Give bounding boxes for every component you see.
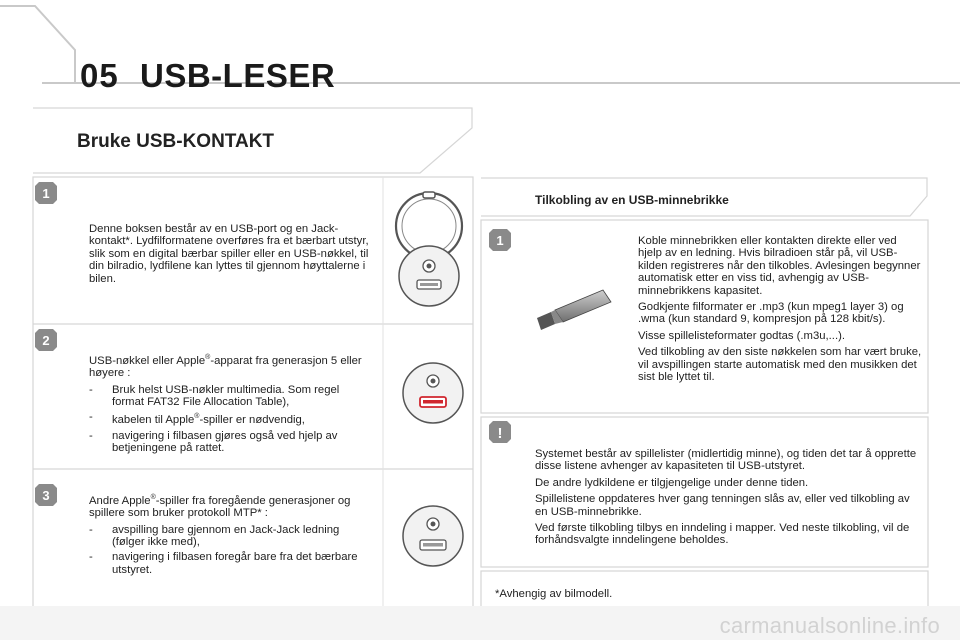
svg-text:1: 1 bbox=[42, 186, 50, 201]
footnote: *Avhengig av bilmodell. bbox=[495, 588, 613, 600]
usb-port-icon bbox=[400, 503, 466, 569]
step-3-intro: Andre Apple®-spiller fra foregående generasjoner og spillere som bruker protokoll MTP* : bbox=[89, 494, 351, 520]
svg-text:3: 3 bbox=[42, 488, 50, 503]
step-1-text bbox=[89, 223, 374, 289]
step-2-text bbox=[89, 352, 374, 454]
paragraph: Spillelistene oppdateres hver gang tenningen slås av, eller ved tilkobling av en USB-minnebrikke. bbox=[535, 493, 910, 518]
warning-text bbox=[535, 448, 923, 551]
list-item: - kabelen til Apple®-spiller er nødvendig, bbox=[89, 411, 305, 427]
watermark: carmanualsonline.info bbox=[719, 613, 940, 638]
list-item: - avspilling bare gjennom en Jack-Jack ledning (følger ikke med), bbox=[89, 523, 340, 548]
step-3-text bbox=[89, 492, 374, 576]
usb-port-highlighted-icon bbox=[400, 360, 466, 426]
usb-port-cover-icon bbox=[390, 188, 468, 312]
svg-text:2: 2 bbox=[42, 333, 50, 348]
list-item: - Bruk helst USB-nøkler multimedia. Som regel format FAT32 File Allocation Table), bbox=[89, 383, 340, 408]
paragraph: Ved første tilkobling tilbys en inndeling i mapper. Ved neste tilkobling, vil de forhåndsvalgte inndelingene beholdes. bbox=[535, 522, 910, 547]
paragraph: Visse spillelisteformater godtas (.m3u,...). bbox=[638, 329, 845, 342]
svg-text:1: 1 bbox=[496, 233, 504, 248]
step-2-intro: USB-nøkkel eller Apple®-apparat fra generasjon 5 eller høyere : bbox=[89, 354, 362, 380]
list-item: - navigering i filbasen gjøres også ved hjelp av betjeningene på rattet. bbox=[89, 429, 338, 454]
usb-stick-icon bbox=[533, 284, 613, 332]
panel-title: Tilkobling av en USB-minnebrikke bbox=[535, 193, 729, 207]
step-1-paragraph: Denne boksen består av en USB-port og en Jack-kontakt*. Lydfilformatene overføres fra et bærbart utstyr, slik som en digital bærbar spiller eller en USB-nøkkel, til din bilradio, lydfilene kan lyttes til gjennom høyttalerne i bilen. bbox=[89, 223, 369, 285]
warning-badge-icon bbox=[489, 421, 511, 443]
chapter-title: USB-LESER bbox=[140, 57, 336, 94]
step-badge-right-1 bbox=[489, 229, 511, 251]
paragraph: Ved tilkobling av den siste nøkkelen som har vært bruke, vil avspillingen starte automatisk med den musikken det sist ble lyttet til. bbox=[638, 346, 922, 384]
chapter-number: 05 bbox=[80, 57, 119, 94]
list-item: - navigering i filbasen foregår bare fra det bærbare utstyret. bbox=[89, 551, 358, 576]
step-badge-2 bbox=[35, 329, 57, 351]
section-title: Bruke USB-KONTAKT bbox=[77, 131, 275, 152]
paragraph: Koble minnebrikken eller kontakten direkte eller ved hjelp av en ledning. Hvis bilradioen står på, vil USB-kilden registreres når den tilkobles. Avlesingen begynner automatisk etter en viss tid, avhengig av USB-minnebrikkens kapasitet. bbox=[638, 235, 921, 297]
step-badge-1 bbox=[35, 182, 57, 204]
right-step-1-text bbox=[638, 235, 923, 387]
paragraph: De andre lydkildene er tilgjengelige under denne tiden. bbox=[535, 476, 809, 489]
svg-text:!: ! bbox=[497, 425, 503, 442]
paragraph: Systemet består av spillelister (midlertidig minne), og tiden det tar å opprette disse listene avhenger av kapasiteten til USB-utstyret. bbox=[535, 448, 917, 473]
paragraph: Godkjente filformater er .mp3 (kun mpeg1 layer 3) og .wma (kun standard 9, kompresjon på 128 kbit/s). bbox=[638, 301, 904, 326]
step-badge-3 bbox=[35, 484, 57, 506]
